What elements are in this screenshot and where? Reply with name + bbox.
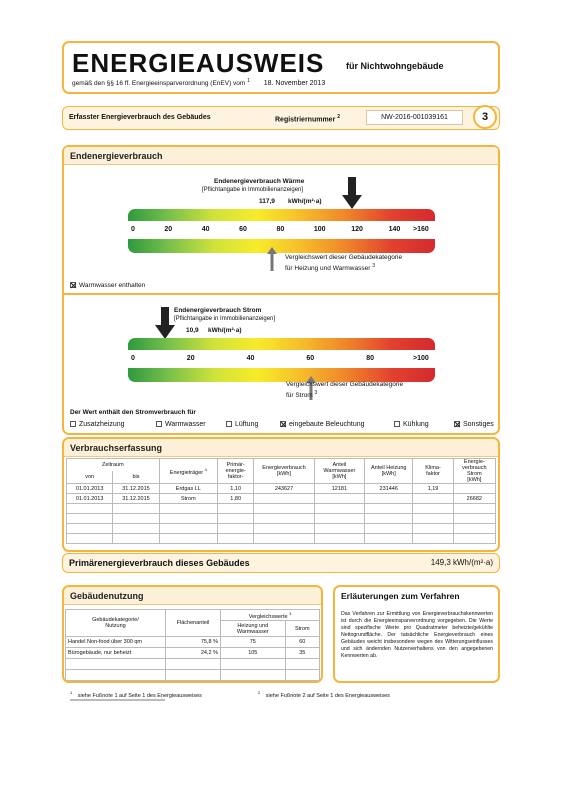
waerme-marker-arrow (342, 177, 362, 209)
table-row (67, 524, 496, 534)
table-cell (413, 494, 453, 504)
table-cell (67, 504, 113, 514)
table-cell: Handel Non-food über 300 qm (66, 637, 166, 648)
endenergie-header: Endenergieverbrauch (64, 147, 498, 165)
footnote-2: $^2$ siehe Fußnote 2 auf Seite 1 des Energieausweises (258, 690, 390, 699)
table-row (67, 504, 496, 514)
strom-item-label: Zusatzheizung (79, 421, 125, 428)
th-vergleich: Vergleichswerte $^3$ (221, 610, 320, 621)
strom-item-label: Sonstiges (463, 421, 494, 428)
strom-compare-text: Vergleichswert dieser Gebäudekategorie für Strom $^3$ (286, 381, 404, 400)
header-box (62, 41, 500, 94)
table-cell (254, 494, 314, 504)
warmwasser-enthalten: Warmwasser enthalten (70, 282, 145, 289)
waerme-sub: [Pflichtangabe in Immobilienanzeigen] (202, 187, 304, 193)
table-cell (413, 514, 453, 524)
strom-includes-title: Der Wert enthält den Stromverbrauch für (70, 409, 196, 416)
registration-bar (62, 106, 500, 130)
nutzung-header: Gebäudenutzung (64, 587, 321, 605)
strom-scale-band (128, 350, 435, 368)
th-flaeche: Flächenanteil (166, 610, 221, 637)
scale-tick: 60 (306, 355, 315, 362)
strom-item-label: Kühlung (403, 421, 429, 428)
scale-tick: 20 (164, 226, 173, 233)
table-cell (67, 514, 113, 524)
table-cell (113, 534, 159, 544)
waerme-compare-text: Vergleichswert dieser Gebäudekategorie für Heizung und Warmwasser $^3$ (285, 254, 403, 273)
waerme-value: 117,9 (259, 198, 275, 205)
nutzung-table (65, 609, 320, 681)
table-cell: 231446 (365, 484, 413, 494)
strom-sub: [Pflichtangabe in Immobilienanzeigen] (174, 316, 276, 322)
table-row (67, 494, 496, 504)
table-cell (453, 504, 495, 514)
table-cell: 31.12.2015 (113, 484, 159, 494)
nutzung-section (62, 585, 323, 683)
verbrauch-table (66, 458, 496, 544)
table-cell (218, 534, 254, 544)
table-cell (314, 494, 364, 504)
table-cell: 12181 (314, 484, 364, 494)
table-cell (159, 534, 217, 544)
strom-item-checkbox[interactable] (70, 421, 76, 427)
waerme-unit: kWh/(m²·a) (288, 198, 322, 205)
table-cell: 35 (285, 648, 319, 659)
th-heiz-ww: Heizung und Warmwasser (221, 621, 286, 637)
table-cell (221, 670, 286, 681)
table-cell: Bürogebäude, nur beheizt (66, 648, 166, 659)
scale-tick: >160 (413, 226, 429, 233)
strom-item-checkbox[interactable] (394, 421, 400, 427)
table-cell (66, 659, 166, 670)
table-cell: 1,80 (218, 494, 254, 504)
table-cell (254, 524, 314, 534)
table-cell (453, 514, 495, 524)
waerme-compare-arrow (267, 247, 277, 271)
scale-tick: 40 (201, 226, 210, 233)
th-klima: Klima- faktor (413, 459, 453, 484)
table-cell (166, 670, 221, 681)
table-cell: 01.01.2013 (67, 494, 113, 504)
table-cell: 01.01.2013 (67, 484, 113, 494)
strom-label: Endenergieverbrauch Strom (174, 307, 262, 314)
table-cell: 24,2 % (166, 648, 221, 659)
primaer-label: Primärenergieverbrauch dieses Gebäudes (69, 558, 250, 568)
scale-tick: 60 (239, 226, 247, 233)
table-cell: 75,8 % (166, 637, 221, 648)
table-cell: 1,19 (413, 484, 453, 494)
table-cell (453, 534, 495, 544)
strom-item-checkbox[interactable] (156, 421, 162, 427)
strom-item-0 (70, 421, 125, 428)
scale-tick: 0 (131, 355, 135, 362)
strom-item-checkbox[interactable] (226, 421, 232, 427)
table-row (67, 534, 496, 544)
table-cell: Erdgas LL (159, 484, 217, 494)
strom-item-checkbox[interactable] (454, 421, 460, 427)
th-von: von (67, 471, 113, 484)
table-cell (159, 524, 217, 534)
th-primaer: Primär- energie- faktor- (218, 459, 254, 484)
table-cell (453, 524, 495, 534)
th-strom-vgl: Strom (285, 621, 319, 637)
table-cell (413, 524, 453, 534)
table-cell: 1,10 (218, 484, 254, 494)
primaer-value: 149,3 kWh/(m²·a) (430, 558, 493, 567)
table-row (66, 648, 320, 659)
strom-item-checkbox[interactable] (280, 421, 286, 427)
table-cell: 105 (221, 648, 286, 659)
table-cell (159, 504, 217, 514)
strom-item-label: eingebaute Beleuchtung (289, 421, 365, 428)
strom-item-4 (394, 421, 429, 428)
table-row (66, 670, 320, 681)
th-ev: Energieverbrauch [kWh] (254, 459, 314, 484)
table-cell (67, 524, 113, 534)
strom-item-3 (280, 421, 365, 428)
strom-item-label: Lüftung (235, 421, 259, 428)
document-title: ENERGIEAUSWEIS (72, 48, 325, 78)
table-cell (365, 504, 413, 514)
table-cell (113, 504, 159, 514)
strom-item-2 (226, 421, 258, 428)
scale-tick: 120 (351, 226, 363, 233)
verbrauch-section (62, 437, 500, 552)
table-cell (218, 504, 254, 514)
table-cell (285, 659, 319, 670)
warmwasser-checkbox[interactable] (70, 282, 76, 288)
table-cell (285, 670, 319, 681)
erlaeuterung-section (333, 585, 500, 683)
table-cell (159, 514, 217, 524)
scale-tick: 80 (276, 226, 285, 233)
reg-label: Registriernummer $^2$ (275, 114, 341, 124)
section-divider (64, 293, 498, 295)
strom-item-5 (454, 421, 494, 428)
table-cell (113, 514, 159, 524)
scale-tick: 0 (131, 226, 135, 233)
table-cell (218, 514, 254, 524)
table-cell: Strom (159, 494, 217, 504)
table-cell: 31.12.2015 (113, 494, 159, 504)
th-strom: Energie- verbrauch Strom [kWh] (453, 459, 495, 484)
scale-tick: >100 (413, 355, 429, 362)
table-cell (365, 494, 413, 504)
table-cell (254, 504, 314, 514)
strom-item-label: Warmwasser (165, 421, 206, 428)
reg-number: NW-2016-001039161 (366, 110, 463, 125)
scale-tick: 80 (366, 355, 374, 362)
table-cell (113, 524, 159, 534)
endenergie-section (62, 145, 500, 435)
table-cell (66, 670, 166, 681)
table-cell: 75 (221, 637, 286, 648)
footer-tiny-print (70, 699, 165, 701)
erlaeuterung-text: Das Verfahren zur Ermittlung von Energieverbrauchskennwerten ist durch die Energieeinsparverordnung vorgegeben. Die Werte sind spezifische Werte pro Quadratmeter beheizte/gekühlte Nettogrundfläche. Der tatsächliche Energieverbrauch eines Gebäudes weicht insbesondere wegen des Witterungseinflusses und sich ändernden Nutzerverhaltens von den angegebenen Kennwerten ab. (341, 611, 493, 659)
scale-tick: 100 (313, 226, 326, 233)
footnote-1: $^1$ siehe Fußnote 1 auf Seite 1 des Energieausweises (70, 690, 202, 699)
table-row (67, 484, 496, 494)
table-cell (221, 659, 286, 670)
th-zeitraum: Zeitraum (67, 459, 160, 472)
table-cell (218, 524, 254, 534)
table-cell (413, 504, 453, 514)
table-cell (254, 514, 314, 524)
table-cell (453, 484, 495, 494)
table-cell (314, 524, 364, 534)
table-cell (365, 524, 413, 534)
page-number-badge: 3 (473, 105, 497, 129)
scale-tick: 20 (186, 355, 195, 362)
table-cell (254, 534, 314, 544)
th-ww: Anteil Warmwasser [kWh] (314, 459, 364, 484)
document-subtitle: für Nichtwohngebäude (346, 61, 444, 71)
strom-marker-arrow (155, 307, 175, 339)
table-cell (314, 504, 364, 514)
th-kategorie: Gebäudekategorie/ Nutzung (66, 610, 166, 637)
table-cell: 243627 (254, 484, 314, 494)
waerme-label: Endenergieverbrauch Wärme (214, 178, 305, 185)
table-cell: 60 (285, 637, 319, 648)
table-cell (365, 534, 413, 544)
table-cell (365, 514, 413, 524)
scale-tick: 40 (246, 355, 255, 362)
legal-basis: gemäß den §§ 16 ff. Energieeinsparverordnung (EnEV) vom $^1$ 18. November 2013 (72, 78, 326, 88)
scale-tick: 140 (388, 226, 401, 233)
erlaeuterung-title: Erläuterungen zum Verfahren (341, 591, 460, 601)
reg-left-label: Erfasster Energieverbrauch des Gebäudes (69, 114, 211, 121)
strom-value: 10,9 (186, 327, 199, 334)
table-row (66, 637, 320, 648)
strom-item-1 (156, 421, 206, 428)
th-bis: bis (113, 471, 159, 484)
table-cell: 26682 (453, 494, 495, 504)
table-cell (67, 534, 113, 544)
table-cell (314, 534, 364, 544)
table-cell (314, 514, 364, 524)
strom-unit: kWh/(m²·a) (208, 327, 242, 334)
th-traeger: Energieträger $^4$ (159, 459, 217, 484)
primaer-bar (62, 553, 500, 573)
table-row (67, 514, 496, 524)
th-heiz: Anteil Heizung [kWh] (365, 459, 413, 484)
table-cell (413, 534, 453, 544)
table-row (66, 659, 320, 670)
verbrauch-header: Verbrauchserfassung (64, 439, 498, 457)
table-cell (166, 659, 221, 670)
